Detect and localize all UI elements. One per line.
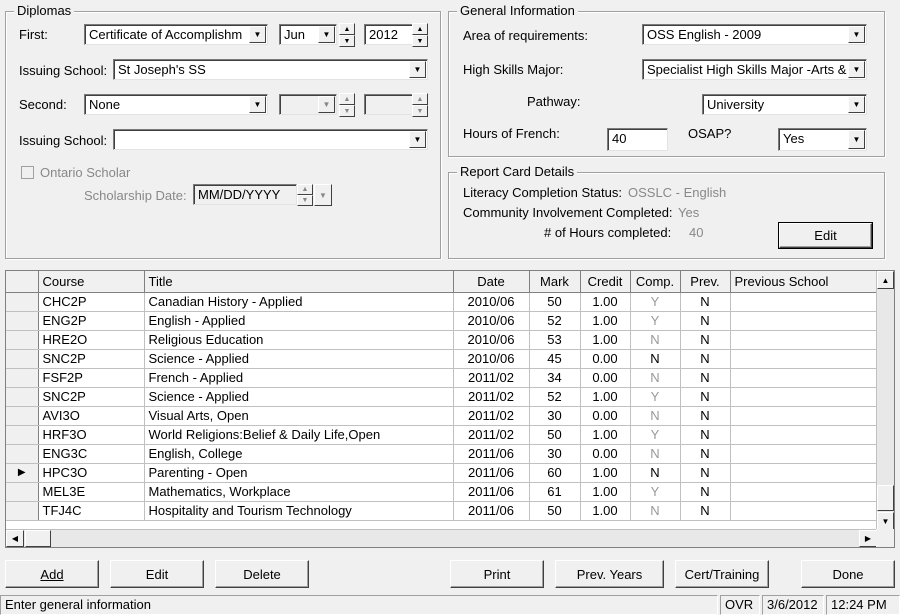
done-button-label: Done xyxy=(832,566,864,582)
table-row[interactable] xyxy=(6,368,877,387)
chevron-down-icon[interactable]: ▼ xyxy=(409,61,426,78)
cell-course[interactable]: MEL3E xyxy=(38,482,144,501)
delete-button[interactable] xyxy=(215,560,309,588)
row-selector[interactable] xyxy=(6,292,38,311)
cert-training-button-label: Cert/Training xyxy=(684,566,760,582)
table-row[interactable] xyxy=(6,292,877,311)
issuing-school-value: St Joseph's SS xyxy=(118,62,206,77)
issuing-school-select[interactable] xyxy=(113,59,428,80)
cell-course[interactable]: SNC2P xyxy=(38,387,144,406)
vertical-scrollbar[interactable] xyxy=(876,271,894,530)
french-hours-value: 40 xyxy=(612,131,627,146)
col-header-credit[interactable]: Credit xyxy=(580,271,630,292)
col-header-prev[interactable]: Prev. xyxy=(680,271,730,292)
first-year-spinner[interactable] xyxy=(412,23,428,47)
cell-title[interactable]: English, College xyxy=(144,444,453,463)
cell-date[interactable]: 2011/06 xyxy=(453,463,529,482)
cell-comp[interactable]: N xyxy=(630,368,680,387)
row-selector[interactable] xyxy=(6,463,38,482)
table-row[interactable] xyxy=(6,463,877,482)
second-diploma-select[interactable] xyxy=(84,94,268,115)
cell-previous-school[interactable] xyxy=(730,482,877,501)
cell-prev[interactable]: N xyxy=(680,368,730,387)
cell-title[interactable]: Canadian History - Applied xyxy=(144,292,453,311)
cell-comp[interactable]: Y xyxy=(630,425,680,444)
table-row[interactable] xyxy=(6,501,877,520)
cell-comp[interactable]: N xyxy=(630,349,680,368)
cell-mark[interactable]: 30 xyxy=(529,406,580,425)
cell-credit[interactable]: 1.00 xyxy=(580,387,630,406)
hours-completed-label: # of Hours completed: xyxy=(544,225,672,240)
diplomas-legend: Diplomas xyxy=(14,3,74,18)
cell-mark[interactable]: 53 xyxy=(529,330,580,349)
cell-course[interactable]: HPC3O xyxy=(38,463,144,482)
cell-prev[interactable]: N xyxy=(680,387,730,406)
col-header-mark[interactable]: Mark xyxy=(529,271,580,292)
col-header-previous-school[interactable]: Previous School xyxy=(730,271,877,292)
first-month-select[interactable] xyxy=(279,24,337,45)
cell-prev[interactable]: N xyxy=(680,292,730,311)
cell-course[interactable]: ENG2P xyxy=(38,311,144,330)
cell-mark[interactable]: 45 xyxy=(529,349,580,368)
grid-corner xyxy=(6,271,38,292)
vertical-scroll-thumb[interactable] xyxy=(877,485,894,511)
chevron-down-icon[interactable]: ▼ xyxy=(409,131,426,148)
second-month-select[interactable] xyxy=(279,94,337,115)
ontario-scholar-checkbox[interactable] xyxy=(21,166,34,179)
horizontal-scroll-thumb[interactable] xyxy=(25,530,51,547)
cell-comp[interactable]: N xyxy=(630,444,680,463)
cell-date[interactable]: 2011/06 xyxy=(453,501,529,520)
chevron-down-icon[interactable]: ▼ xyxy=(848,26,865,43)
community-label: Community Involvement Completed: xyxy=(463,205,673,220)
row-selector[interactable] xyxy=(6,349,38,368)
add-button[interactable] xyxy=(5,560,99,588)
cell-prev[interactable]: N xyxy=(680,501,730,520)
row-selector[interactable] xyxy=(6,425,38,444)
cell-course[interactable]: TFJ4C xyxy=(38,501,144,520)
cell-title[interactable]: World Religions:Belief & Daily Life,Open xyxy=(144,425,453,444)
scholarship-date-field[interactable] xyxy=(193,184,297,205)
scholarship-date-value: MM/DD/YYYY xyxy=(198,187,281,202)
cell-prev[interactable]: N xyxy=(680,330,730,349)
cell-mark[interactable]: 50 xyxy=(529,292,580,311)
report-card-legend: Report Card Details xyxy=(457,164,577,179)
first-year-field[interactable] xyxy=(364,24,414,45)
cell-prev[interactable]: N xyxy=(680,444,730,463)
col-header-date[interactable]: Date xyxy=(453,271,529,292)
area-label: Area of requirements: xyxy=(463,28,589,43)
cell-comp[interactable]: Y xyxy=(630,482,680,501)
row-selector[interactable] xyxy=(6,444,38,463)
spin-down-icon[interactable]: ▼ xyxy=(339,35,355,47)
add-button-label: Add xyxy=(40,566,64,582)
cell-prev[interactable]: N xyxy=(680,425,730,444)
status-time: 12:24 PM xyxy=(826,595,900,615)
status-mode: OVR xyxy=(720,595,760,615)
pathway-select[interactable] xyxy=(702,94,867,115)
cell-comp[interactable]: N xyxy=(630,501,680,520)
cell-course[interactable]: HRE2O xyxy=(38,330,144,349)
cell-previous-school[interactable] xyxy=(730,425,877,444)
row-selector[interactable] xyxy=(6,387,38,406)
shsm-label: High Skills Major: xyxy=(463,62,564,77)
cell-credit[interactable]: 1.00 xyxy=(580,330,630,349)
cell-credit[interactable]: 0.00 xyxy=(580,406,630,425)
scroll-corner xyxy=(876,529,894,547)
scholarship-date-label: Scholarship Date: xyxy=(84,188,187,203)
cell-prev[interactable]: N xyxy=(680,482,730,501)
cell-mark[interactable]: 52 xyxy=(529,387,580,406)
cell-date[interactable]: 2011/02 xyxy=(453,387,529,406)
osap-select[interactable] xyxy=(778,128,867,151)
grid-body xyxy=(6,292,877,520)
cell-mark[interactable]: 50 xyxy=(529,425,580,444)
cell-credit[interactable]: 1.00 xyxy=(580,482,630,501)
cell-comp[interactable]: N xyxy=(630,463,680,482)
table-row[interactable] xyxy=(6,387,877,406)
cell-credit[interactable]: 0.00 xyxy=(580,368,630,387)
cell-course[interactable]: SNC2P xyxy=(38,349,144,368)
scroll-left-icon[interactable]: ◀ xyxy=(6,530,24,547)
area-value: OSS English - 2009 xyxy=(647,27,762,42)
cell-previous-school[interactable] xyxy=(730,501,877,520)
cell-title[interactable]: English - Applied xyxy=(144,311,453,330)
edit-button-label: Edit xyxy=(145,566,169,582)
cell-title[interactable]: Science - Applied xyxy=(144,387,453,406)
cell-mark[interactable]: 61 xyxy=(529,482,580,501)
shsm-value: Specialist High Skills Major -Arts & xyxy=(647,62,847,77)
cell-mark[interactable]: 30 xyxy=(529,444,580,463)
chevron-down-icon[interactable]: ▼ xyxy=(249,96,266,113)
cell-course[interactable]: AVI3O xyxy=(38,406,144,425)
spin-up-icon[interactable]: ▲ xyxy=(339,23,355,35)
prev-years-button-label: Prev. Years xyxy=(576,566,643,582)
second-year-spinner[interactable] xyxy=(412,93,428,117)
col-header-title[interactable]: Title xyxy=(144,271,453,292)
cell-title[interactable]: Parenting - Open xyxy=(144,463,453,482)
chevron-down-icon[interactable]: ▼ xyxy=(318,26,335,43)
cell-date[interactable]: 2011/06 xyxy=(453,444,529,463)
cell-credit[interactable]: 1.00 xyxy=(580,311,630,330)
status-date: 3/6/2012 xyxy=(762,595,824,615)
current-row-icon: ▶ xyxy=(17,467,26,478)
cell-previous-school[interactable] xyxy=(730,330,877,349)
cell-prev[interactable]: N xyxy=(680,311,730,330)
courses-grid[interactable] xyxy=(5,270,895,548)
cell-previous-school[interactable] xyxy=(730,349,877,368)
table-row[interactable] xyxy=(6,349,877,368)
first-month-value: Jun xyxy=(284,27,305,42)
spin-down-icon[interactable]: ▼ xyxy=(412,105,428,117)
area-select[interactable] xyxy=(642,24,867,45)
scholarship-date-dropdown[interactable] xyxy=(314,184,332,206)
scroll-down-icon[interactable]: ▼ xyxy=(877,512,894,530)
cell-date[interactable]: 2010/06 xyxy=(453,349,529,368)
hours-completed-value: 40 xyxy=(689,225,704,240)
scholarship-date-spinner[interactable] xyxy=(297,184,313,206)
second-label: Second: xyxy=(19,97,67,112)
cell-credit[interactable]: 1.00 xyxy=(580,425,630,444)
grid-header-row xyxy=(6,271,877,292)
courses-table xyxy=(6,271,878,521)
cell-previous-school[interactable] xyxy=(730,311,877,330)
cell-comp[interactable]: Y xyxy=(630,311,680,330)
cell-date[interactable]: 2011/02 xyxy=(453,406,529,425)
cell-previous-school[interactable] xyxy=(730,463,877,482)
scroll-up-icon[interactable]: ▲ xyxy=(877,271,894,289)
cell-credit[interactable]: 0.00 xyxy=(580,444,630,463)
cell-credit[interactable]: 1.00 xyxy=(580,292,630,311)
chevron-down-icon[interactable]: ▼ xyxy=(249,26,266,43)
literacy-value: OSSLC - English xyxy=(628,185,727,200)
cell-prev[interactable]: N xyxy=(680,463,730,482)
scroll-right-icon[interactable]: ▶ xyxy=(859,530,877,547)
row-selector[interactable] xyxy=(6,406,38,425)
done-button[interactable] xyxy=(801,560,895,588)
edit-button[interactable] xyxy=(110,560,204,588)
cell-date[interactable]: 2010/06 xyxy=(453,292,529,311)
chevron-down-icon[interactable]: ▼ xyxy=(848,61,865,78)
cell-previous-school[interactable] xyxy=(730,444,877,463)
osap-value: Yes xyxy=(783,131,805,146)
cell-date[interactable]: 2010/06 xyxy=(453,330,529,349)
cell-comp[interactable]: Y xyxy=(630,387,680,406)
cell-mark[interactable]: 34 xyxy=(529,368,580,387)
cell-comp[interactable]: N xyxy=(630,330,680,349)
table-row[interactable] xyxy=(6,330,877,349)
literacy-label: Literacy Completion Status: xyxy=(463,185,622,200)
first-diploma-select[interactable] xyxy=(84,24,268,45)
cell-comp[interactable]: Y xyxy=(630,292,680,311)
cell-date[interactable]: 2011/02 xyxy=(453,425,529,444)
row-selector[interactable] xyxy=(6,311,38,330)
prev-years-button[interactable] xyxy=(555,560,664,588)
table-row[interactable] xyxy=(6,311,877,330)
general-info-legend: General Information xyxy=(457,3,578,18)
cell-mark[interactable]: 52 xyxy=(529,311,580,330)
first-year-value: 2012 xyxy=(369,27,398,42)
shsm-select[interactable] xyxy=(642,59,867,80)
cell-title[interactable]: Hospitality and Tourism Technology xyxy=(144,501,453,520)
col-header-course[interactable]: Course xyxy=(38,271,144,292)
row-selector[interactable] xyxy=(6,501,38,520)
cell-previous-school[interactable] xyxy=(730,387,877,406)
osap-label: OSAP? xyxy=(688,126,732,141)
pathway-value: University xyxy=(707,97,765,112)
second-month-spinner[interactable] xyxy=(339,93,355,117)
chevron-down-icon[interactable]: ▼ xyxy=(848,130,865,149)
pathway-label: Pathway: xyxy=(527,94,581,109)
cell-mark[interactable]: 60 xyxy=(529,463,580,482)
first-diploma-value: Certificate of Accomplishm xyxy=(89,27,243,42)
report-edit-button[interactable]: Edit xyxy=(779,223,872,248)
spin-up-icon[interactable]: ▲ xyxy=(339,93,355,105)
cert-training-button[interactable] xyxy=(675,560,769,588)
spin-down-icon[interactable]: ▼ xyxy=(412,35,428,47)
spin-up-icon[interactable]: ▲ xyxy=(297,184,313,195)
cell-title[interactable]: Mathematics, Workplace xyxy=(144,482,453,501)
issuing-school-label: Issuing School: xyxy=(19,63,108,78)
table-row[interactable] xyxy=(6,406,877,425)
issuing-school2-select[interactable] xyxy=(113,129,428,150)
cell-previous-school[interactable] xyxy=(730,368,877,387)
cell-course[interactable]: FSF2P xyxy=(38,368,144,387)
spin-up-icon[interactable]: ▲ xyxy=(412,93,428,105)
cell-date[interactable]: 2011/06 xyxy=(453,482,529,501)
cell-title[interactable]: Science - Applied xyxy=(144,349,453,368)
print-button[interactable] xyxy=(450,560,544,588)
spin-down-icon[interactable]: ▼ xyxy=(339,105,355,117)
first-month-spinner[interactable] xyxy=(339,23,355,47)
row-selector[interactable] xyxy=(6,482,38,501)
cell-prev[interactable]: N xyxy=(680,349,730,368)
ontario-scholar-label: Ontario Scholar xyxy=(40,165,131,180)
spin-down-icon[interactable]: ▼ xyxy=(297,195,313,206)
french-label: Hours of French: xyxy=(463,126,560,141)
cell-title[interactable]: Religious Education xyxy=(144,330,453,349)
cell-credit[interactable]: 1.00 xyxy=(580,463,630,482)
cell-course[interactable]: ENG3C xyxy=(38,444,144,463)
cell-title[interactable]: French - Applied xyxy=(144,368,453,387)
cell-prev[interactable]: N xyxy=(680,406,730,425)
table-row[interactable] xyxy=(6,482,877,501)
chevron-down-icon: ▼ xyxy=(319,190,327,200)
cell-course[interactable]: HRF3O xyxy=(38,425,144,444)
row-selector[interactable] xyxy=(6,330,38,349)
second-year-field[interactable] xyxy=(364,94,414,115)
horizontal-scrollbar[interactable] xyxy=(6,529,877,547)
table-row[interactable] xyxy=(6,425,877,444)
delete-button-label: Delete xyxy=(243,566,281,582)
chevron-down-icon[interactable]: ▼ xyxy=(318,96,335,113)
french-hours-field[interactable] xyxy=(607,128,668,151)
row-selector[interactable] xyxy=(6,368,38,387)
cell-previous-school[interactable] xyxy=(730,292,877,311)
first-label: First: xyxy=(19,27,48,42)
community-value: Yes xyxy=(678,205,700,220)
table-row[interactable] xyxy=(6,444,877,463)
cell-mark[interactable]: 50 xyxy=(529,501,580,520)
cell-date[interactable]: 2011/02 xyxy=(453,368,529,387)
cell-title[interactable]: Visual Arts, Open xyxy=(144,406,453,425)
second-diploma-value: None xyxy=(89,97,121,112)
cell-course[interactable]: CHC2P xyxy=(38,292,144,311)
spin-up-icon[interactable]: ▲ xyxy=(412,23,428,35)
print-button-label: Print xyxy=(483,566,511,582)
status-message: Enter general information xyxy=(0,595,718,615)
issuing-school2-label: Issuing School: xyxy=(19,133,108,148)
cell-credit[interactable]: 0.00 xyxy=(580,349,630,368)
cell-comp[interactable]: N xyxy=(630,406,680,425)
col-header-comp[interactable]: Comp. xyxy=(630,271,680,292)
chevron-down-icon[interactable]: ▼ xyxy=(848,96,865,113)
cell-date[interactable]: 2010/06 xyxy=(453,311,529,330)
cell-previous-school[interactable] xyxy=(730,406,877,425)
cell-credit[interactable]: 1.00 xyxy=(580,501,630,520)
